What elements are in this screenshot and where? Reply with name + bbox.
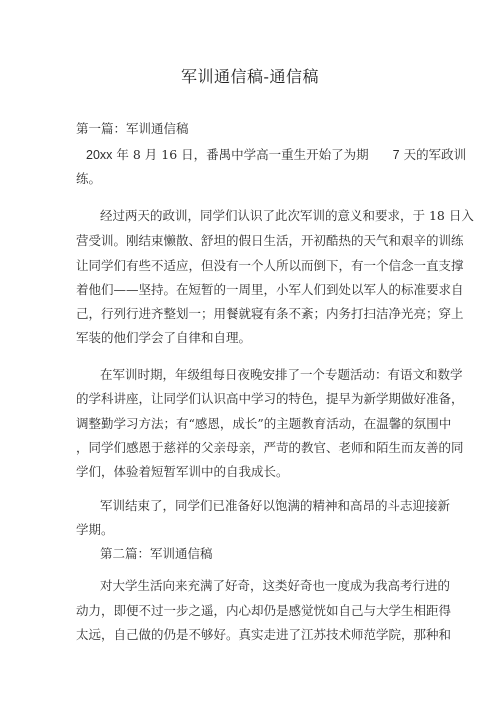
paragraph-5-line-2: 动力，即便不过一步之遥，内心却仍是感觉恍如自己与大学生相距得: [76, 603, 452, 618]
paragraph-3-line-3: 调整勤学习方法；有“感恩，成长”的主题教育活动，在温馨的氛围中: [76, 416, 452, 431]
document-title: 军训通信稿-通信稿: [181, 67, 319, 86]
paragraph-2-line-6: 军装的他们学会了自律和自理。: [76, 330, 252, 345]
paragraph-1-line-1: [86, 147, 466, 163]
paragraph-4-line-2: 学期。: [76, 522, 114, 537]
paragraph-5-line-3: 太远，自己做的仍是不够好。真实走进了江苏技术师范学院，那种和: [76, 627, 452, 642]
paragraph-3-line-4: ，同学们感恩于慈祥的父亲母亲，严苛的教官、老师和陌生而友善的同: [76, 440, 464, 455]
paragraph-1-line-2: 练。: [76, 171, 102, 186]
paragraph-2-line-2: 营受训。刚结束懒散、舒坦的假日生活，开初酷热的天气和艰辛的训练: [76, 233, 464, 248]
paragraph-3-line-5: 学们，体验着短暂军训中的自我成长。: [76, 464, 289, 479]
paragraph-2-line-4: 着他们——坚持。在短暂的一周里，小军人们到处以军人的标准要求自: [76, 282, 464, 297]
paragraph-2-line-1: 经过两天的政训，同学们认识了此次军训的意义和要求，于 18 日入: [100, 208, 474, 223]
year-text: 20xx: [86, 148, 113, 162]
date-text: 年 8 月 16 日，番禺中学高一重生开始了为期: [116, 147, 369, 162]
section-heading-1: 第一篇：军训通信稿: [76, 121, 189, 136]
days-number: 7: [392, 148, 400, 162]
section-heading-2: 第二篇：军训通信稿: [100, 546, 213, 561]
paragraph-2-line-5: 己，行列行进齐整划一；用餐就寝有条不紊；内务打扫洁净光亮；穿上: [76, 306, 464, 321]
days-tail-text: 天的军政训: [403, 147, 467, 162]
paragraph-3-line-2: 的学科讲座，让同学们认识高中学习的特色，提早为新学期做好准备，: [76, 391, 464, 406]
paragraph-2-line-3: 让同学们有些不适应，但没有一个人所以而倒下，有一个信念一直支撑: [76, 258, 464, 273]
paragraph-4-line-1: 军训结束了，同学们已准备好以饱满的精神和高昂的斗志迎接新: [100, 498, 451, 513]
paragraph-3-line-1: 在军训时期，年级组每日夜晚安排了一个专题活动：有语文和数学: [100, 367, 463, 382]
paragraph-5-line-1: 对大学生活向来充满了好奇，这类好奇也一度成为我高考行进的: [100, 578, 451, 593]
